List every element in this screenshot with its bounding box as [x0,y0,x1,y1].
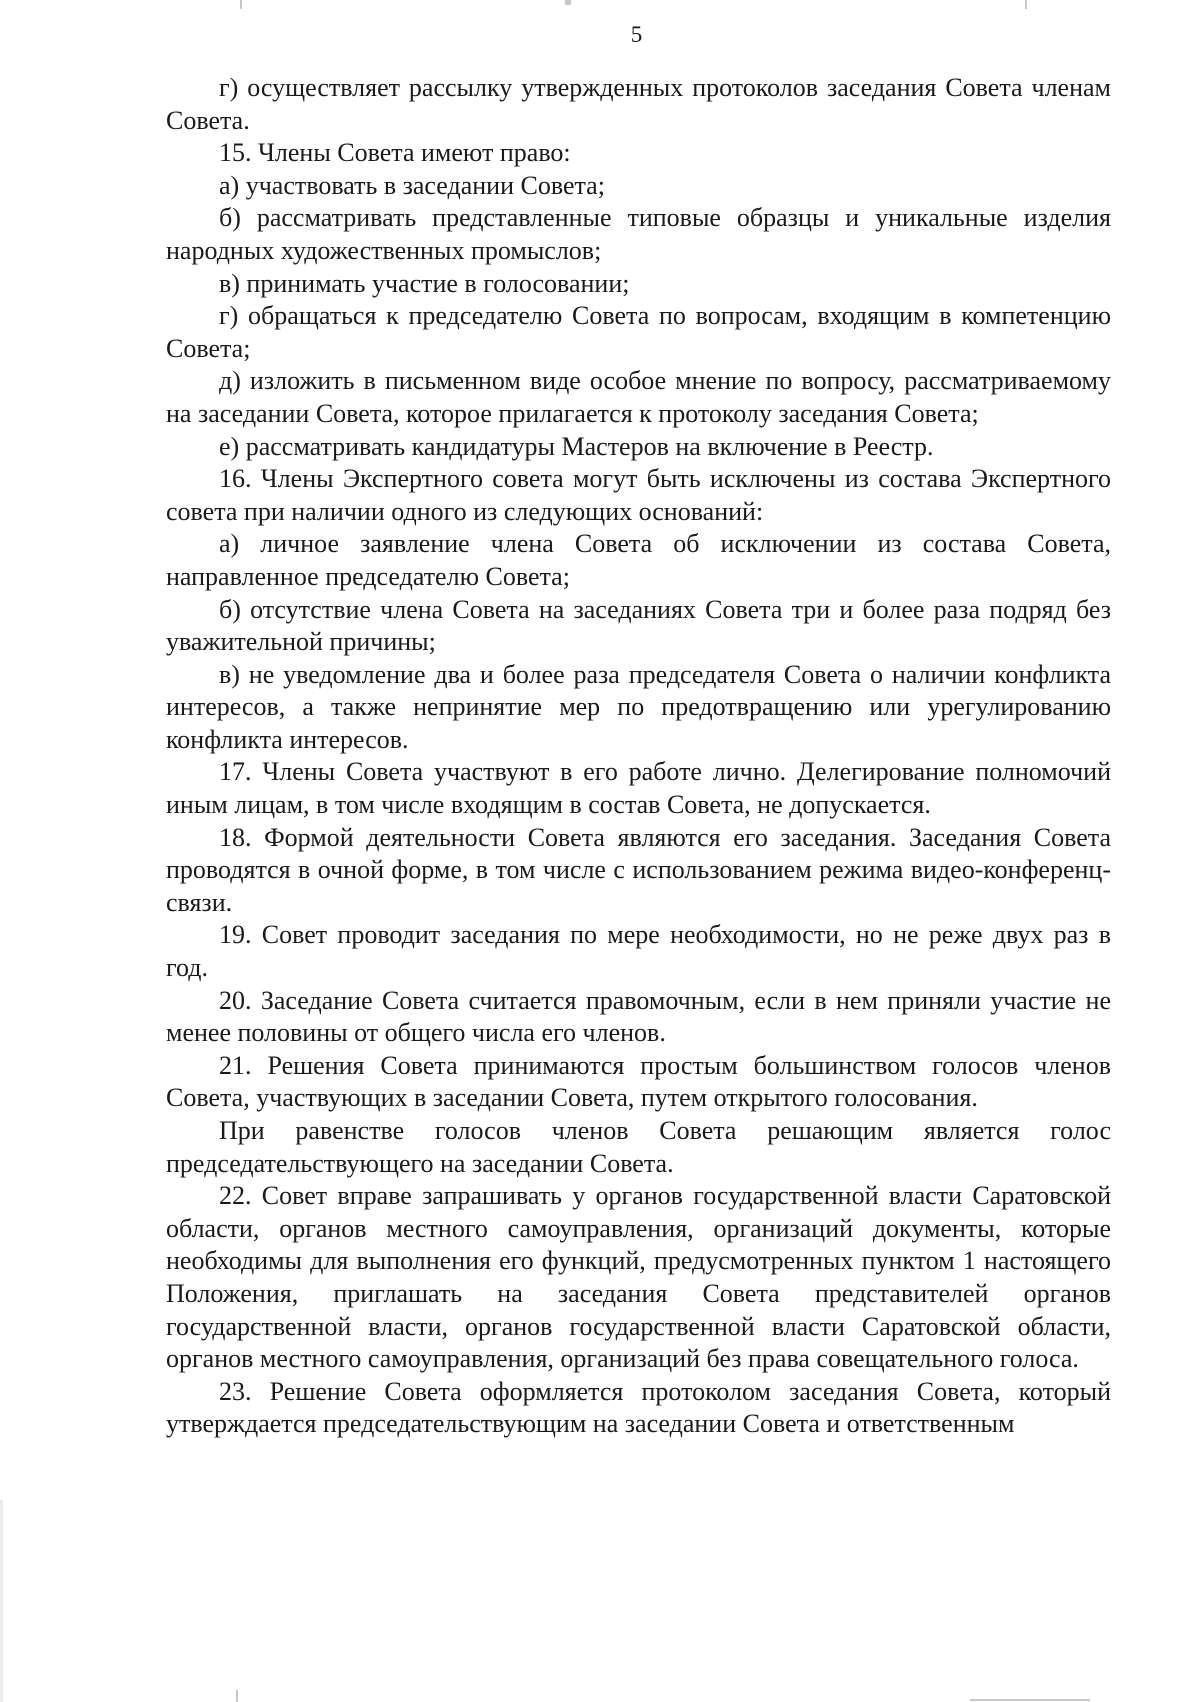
paragraph-16-v: в) не уведомление два и более раза председателя Совета о наличии конфликта интересов, а также непринятие мер по предотвращению или урегулированию конфликта интересов. [166,659,1111,754]
paragraph-15-d: д) изложить в письменном виде особое мнение по вопросу, рассматриваемому на заседании Совета, которое прилагается к протоколу заседания Совета; [166,366,1111,428]
paragraph-23: 23. Решение Совета оформляется протоколом заседания Совета, который утверждается председательствующим на заседании Совета и ответственным [166,1376,1111,1439]
page-number: 5 [630,22,643,47]
paragraph-15: 15. Члены Совета имеют право: [219,138,571,168]
paragraph-16: 16. Члены Экспертного совета могут быть исключены из состава Экспертного совета при наличии одного из следующих оснований: [166,464,1111,526]
document-body [166,72,1111,1441]
paragraph-16-a: а) личное заявление члена Совета об исключении из состава Совета, направленное председателю Совета; [166,529,1111,591]
paragraph-15-a: а) участвовать в заседании Совета; [219,170,605,200]
paragraph-15-b: б) рассматривать представленные типовые образцы и уникальные изделия народных художественных промыслов; [166,203,1111,265]
paragraph-15-g: г) обращаться к председателю Совета по вопросам, входящим в компетенцию Совета; [166,301,1111,363]
paragraph-15-v: в) принимать участие в голосовании; [219,268,630,298]
scan-mark-top-left [240,0,242,9]
paragraph-18: 18. Формой деятельности Совета являются его заседания. Заседания Совета проводятся в очной форме, в том числе с использованием режима видео-конференц-связи. [166,822,1111,917]
scan-edge-left [0,1500,3,1702]
paragraph-19: 19. Совет проводит заседания по мере необходимости, но не реже двух раз в год. [166,920,1111,983]
scan-mark-bottom-left [236,1690,238,1702]
paragraph-22: 22. Совет вправе запрашивать у органов государственной власти Саратовской области, органов местного самоуправления, организаций документы, которые необходимы для выполнения его функций, предусмотренных пунктом 1 настоящего Положения, приглашать на заседания Совета представителей органов государственной власти, органов государственной власти Саратовской области, органов местного самоуправления, организаций без права совещательного голоса. [166,1181,1111,1374]
paragraph-16-b: б) отсутствие члена Совета на заседаниях Совета три и более раза подряд без уважительной причины; [166,594,1111,657]
paragraph-17: 17. Члены Совета участвуют в его работе лично. Делегирование полномочий иным лицам, в том числе входящим в состав Совета, не допускается. [166,757,1111,820]
paragraph-21-tie: При равенстве голосов членов Совета решающим является голос председательствующего на заседании Совета. [166,1116,1111,1178]
paragraph-21: 21. Решения Совета принимаются простым большинством голосов членов Совета, участвующих в заседании Совета, путем открытого голосования. [166,1050,1111,1113]
scan-mark-top-right [1025,0,1027,9]
paragraph-15-e: е) рассматривать кандидатуры Мастеров на включение в Реестр. [219,431,934,461]
paragraph-14-g: г) осуществляет рассылку утвержденных протоколов заседания Совета членам Совета. [166,73,1111,135]
scan-mark-bottom-right [970,1699,1090,1701]
scan-mark-top-center [565,0,571,5]
paragraph-20: 20. Заседание Совета считается правомочным, если в нем приняли участие не менее половины от общего числа его членов. [166,985,1111,1048]
